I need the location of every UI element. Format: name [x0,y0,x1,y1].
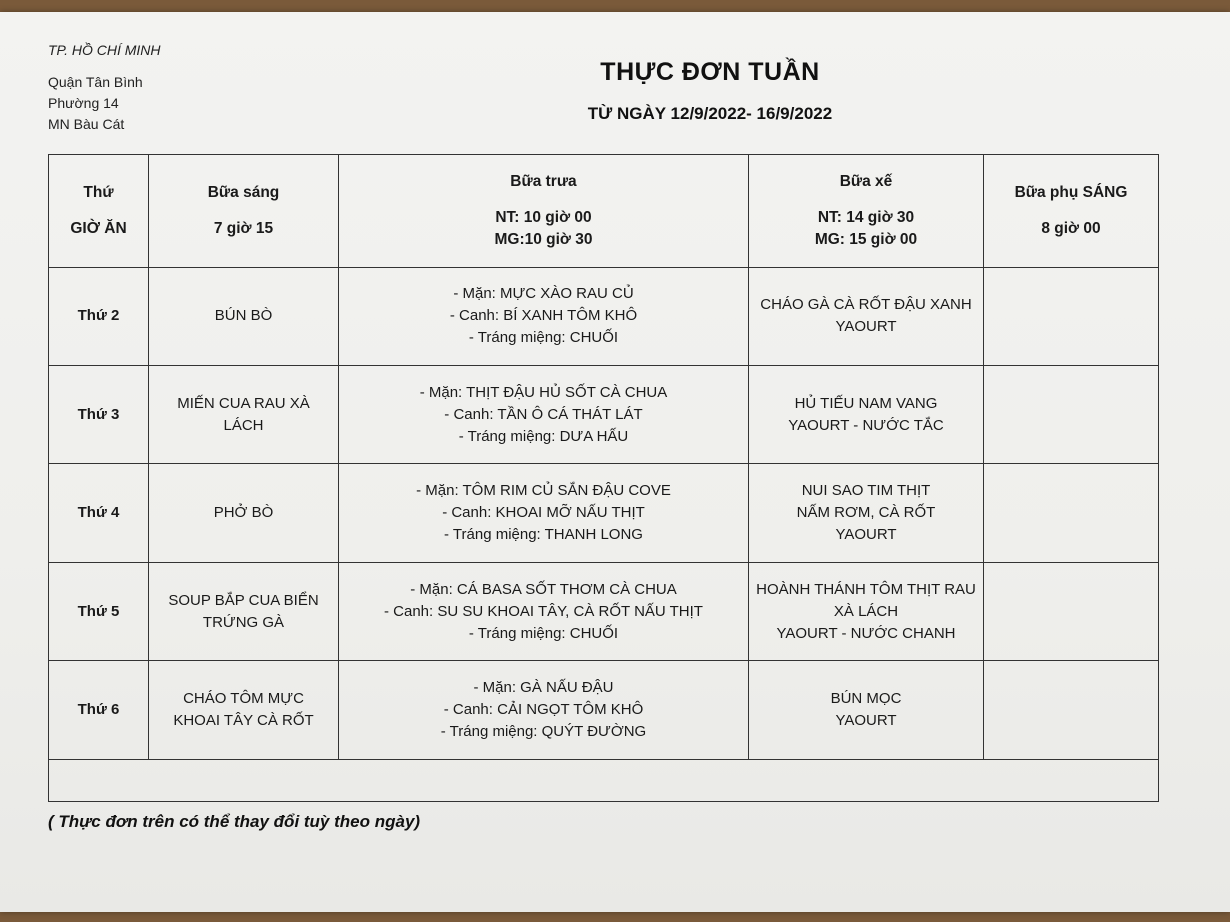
snack-cell [984,661,1159,759]
afternoon-cell [749,267,984,365]
cell-line: CHÁO GÀ CÀ RỐT ĐẬU XANH [760,296,972,314]
header-afternoon: Bữa xế NT: 14 giờ 30 MG: 15 giờ 00 [749,155,984,268]
cell-line: - Canh: SU SU KHOAI TÂY, CÀ RỐT NẤU THỊT [384,602,703,620]
lunch-cell [339,562,749,660]
cell-line: HỦ TIẾU NAM VANG [794,394,938,412]
cell-line: - Tráng miệng: THANH LONG [444,526,643,544]
table-row [49,562,1159,660]
cell-line: XÀ LÁCH [833,602,899,620]
breakfast-cell [149,661,339,759]
menu-sheet [0,12,1230,912]
school-label: MN Bàu Cát [48,116,125,132]
weekly-menu-table [48,154,1159,802]
header-breakfast: Bữa sáng 7 giờ 15 [149,155,339,268]
blank-row [49,759,1159,801]
lunch-cell [339,661,749,759]
cell-line: - Tráng miệng: CHUỐI [468,329,619,347]
cell-line: - Canh: KHOAI MỠ NẤU THỊT [442,504,645,522]
day-cell: Thứ 6 [49,661,149,759]
day-cell: Thứ 4 [49,464,149,562]
cell-line: - Tráng miệng: DƯA HẤU [458,427,629,445]
day-cell: Thứ 2 [49,267,149,365]
table-header-row [49,155,1159,268]
cell-line: HOÀNH THÁNH TÔM THỊT RAU [756,580,976,598]
cell-line: CHÁO TÔM MỰC [183,690,304,708]
cell-line: YAOURT [835,526,897,544]
breakfast-cell [149,267,339,365]
breakfast-cell [149,365,339,463]
breakfast-cell [149,562,339,660]
lunch-cell [339,464,749,562]
cell-line: - Mặn: CÁ BASA SỐT THƠM CÀ CHUA [410,580,677,598]
cell-line: - Canh: CẢI NGỌT TÔM KHÔ [443,701,644,719]
cell-line: NUI SAO TIM THỊT [801,482,931,500]
cell-line: BÚN BÒ [214,307,273,325]
cell-line: YAOURT - NƯỚC CHANH [776,624,956,642]
blank-cell [49,759,1159,801]
cell-line: YAOURT - NƯỚC TẮC [788,416,944,434]
lunch-cell [339,267,749,365]
cell-line: BÚN MỌC [830,690,902,708]
day-cell: Thứ 5 [49,562,149,660]
breakfast-cell [149,464,339,562]
cell-line: - Canh: BÍ XANH TÔM KHÔ [449,307,638,325]
cell-line: - Mặn: MỰC XÀO RAU CỦ [453,285,634,303]
city-label: TP. HỒ CHÍ MINH [48,42,161,58]
page-subtitle: TỪ NGÀY 12/9/2022- 16/9/2022 [587,104,833,123]
header-snack: Bữa phụ SÁNG 8 giờ 00 [984,155,1159,268]
cell-line: KHOAI TÂY CÀ RỐT [173,712,314,730]
cell-line: YAOURT [835,712,897,730]
cell-line: YAOURT [835,318,897,336]
lunch-cell [339,365,749,463]
day-cell: Thứ 3 [49,365,149,463]
afternoon-cell [749,562,984,660]
page-title: THỰC ĐƠN TUẦN [600,58,820,86]
cell-line: - Canh: TẦN Ô CÁ THÁT LÁT [444,405,643,423]
cell-line: TRỨNG GÀ [202,613,285,631]
school-info [48,40,161,135]
snack-cell [984,464,1159,562]
footer-note: ( Thực đơn trên có thể thay đổi tuỳ theo ngày) [48,812,421,831]
cell-line: MIẾN CUA RAU XÀ [177,394,310,412]
cell-line: - Mặn: TÔM RIM CỦ SẮN ĐẬU COVE [416,482,671,500]
snack-cell [984,365,1159,463]
cell-line: LÁCH [223,416,264,434]
table-row [49,267,1159,365]
afternoon-cell [749,464,984,562]
afternoon-cell [749,365,984,463]
cell-line: - Mặn: GÀ NẤU ĐẬU [473,679,614,697]
table-row [49,464,1159,562]
snack-cell [984,562,1159,660]
ward-label: Phường 14 [48,95,119,111]
snack-cell [984,267,1159,365]
header-day: Thứ GIỜ ĂN [49,155,149,268]
afternoon-cell [749,661,984,759]
cell-line: - Mặn: THỊT ĐẬU HỦ SỐT CÀ CHUA [419,383,668,401]
cell-line: PHỞ BÒ [213,504,274,522]
cell-line: SOUP BẮP CUA BIỂN [168,591,319,609]
cell-line: NẤM RƠM, CÀ RỐT [796,504,936,522]
table-row [49,365,1159,463]
district-label: Quận Tân Bình [48,74,143,90]
cell-line: - Tráng miệng: CHUỐI [468,624,619,642]
menu-body [49,267,1159,801]
header-lunch: Bữa trưa NT: 10 giờ 00 MG:10 giờ 30 [339,155,749,268]
table-row [49,661,1159,759]
cell-line: - Tráng miệng: QUÝT ĐƯỜNG [440,723,647,741]
